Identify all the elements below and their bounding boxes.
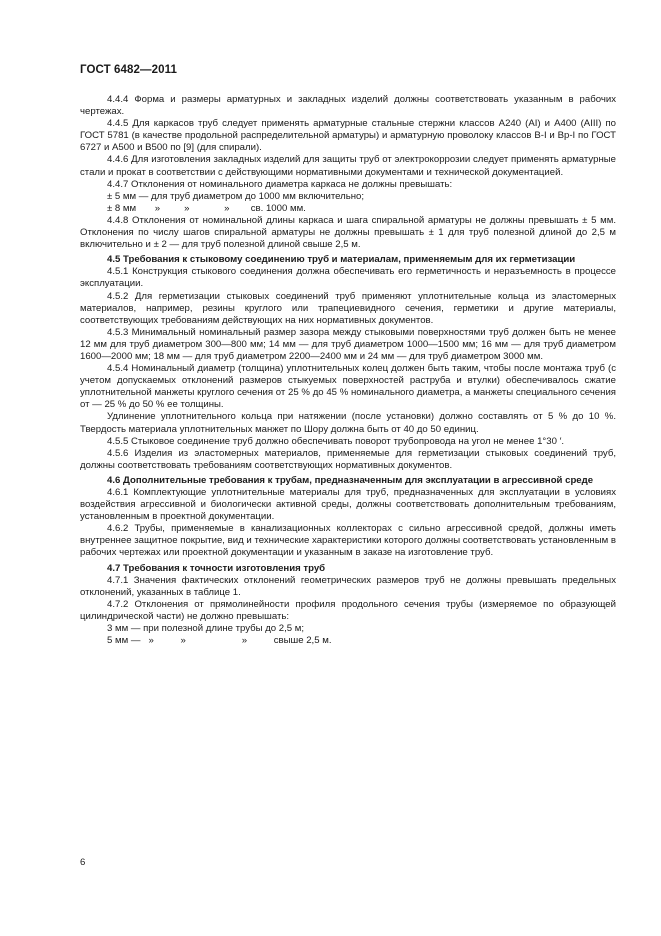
- clause-4-4-7: 4.4.7 Отклонения от номинального диаметра каркаса не должны превышать:: [107, 178, 453, 190]
- clause-4-5-5: 4.5.5 Стыковое соединение труб должно обеспечивать поворот трубопровода на угол не менее 1°30 ′.: [107, 435, 565, 447]
- page-header: ГОСТ 6482—2011: [80, 64, 177, 76]
- tolerance-line-1: ± 5 мм — для труб диаметром до 1000 мм включительно;: [107, 190, 365, 202]
- straightness-line-2: 5 мм — » » » свыше 2,5 м.: [107, 635, 332, 647]
- tolerance-line-2: ± 8 мм » » » св. 1000 мм.: [107, 202, 306, 214]
- section-heading-4-6: 4.6 Дополнительные требования к трубам, предназначенным для эксплуатации в агрессивной среде: [107, 474, 594, 486]
- clause-4-7-1: 4.7.1 Значения фактических отклонений геометрических размеров труб не должны превышать предельных отклонений, указанных в таблице 1.: [80, 574, 616, 598]
- clause-4-5-4-cont: Удлинение уплотнительного кольца при натяжении (после установки) должно составлять от 5 % до 10 %. Твердость материала уплотнительных манжет по Шору должна быть от 40 до 50 единиц.: [80, 411, 616, 435]
- section-heading-4-7: 4.7 Требования к точности изготовления труб: [107, 562, 326, 574]
- clause-4-5-6: 4.5.6 Изделия из эластомерных материалов, применяемые для герметизации стыковых соединений труб, должны соответствовать требованиям соответствующих нормативных документов.: [80, 447, 616, 471]
- clause-4-4-5: 4.4.5 Для каркасов труб следует применять арматурные стальные стержни классов А240 (AI) и А400 (AIII) по ГОСТ 5781 (в качестве продольной распределительной арматуры) и арматурную проволоку классов В-I и Вр-I по ГОСТ 6727 и А500 и В500 по [9] (для спирали).: [80, 118, 616, 154]
- page-number: 6: [80, 857, 86, 868]
- clause-4-6-2: 4.6.2 Трубы, применяемые в канализационных коллекторах с сильно агрессивной средой, должны иметь внутреннее защитное покрытие, вид и технические характеристики которого должны соответствовать установленным в рабочих чертежах или проектной документации и указанным в заказе на изготовление труб.: [80, 523, 616, 559]
- clause-4-4-4: 4.4.4 Форма и размеры арматурных и закладных изделий должны соответствовать указанным в рабочих чертежах.: [80, 94, 616, 118]
- clause-4-4-6: 4.4.6 Для изготовления закладных изделий для защиты труб от электрокоррозии следует применять арматурные стали и прокат в соответствии с действующими нормативными документами и технической документацией.: [80, 154, 616, 178]
- clause-4-6-1: 4.6.1 Комплектующие уплотнительные материалы для труб, предназначенных для эксплуатации в условиях воздействия агрессивной и биологически активной среды, должны соответствовать дополнительным требованиям, установленным в проектной документации.: [80, 487, 616, 523]
- straightness-line-1: 3 мм — при полезной длине трубы до 2,5 м;: [107, 623, 305, 635]
- clause-4-5-3: 4.5.3 Минимальный номинальный размер зазора между стыковыми поверхностями труб должен быть не менее 12 мм для труб диаметром 300—800 мм; 14 мм — для труб диаметром 1000—1500 мм; 16 мм — для труб диаметром 1600—2000 мм; 18 мм — для труб диаметром 2200—2400 мм и 24 мм — для труб диаметром 3000 мм.: [80, 326, 616, 362]
- clause-4-4-8: 4.4.8 Отклонения от номинальной длины каркаса и шага спиральной арматуры не должны превышать ± 5 мм. Отклонения по числу шагов спиральной арматуры не должны превышать ± 1 для труб полезной длиной до 2,5 м включительно и ± 2 — для труб полезной длиной свыше 2,5 м.: [80, 214, 616, 251]
- clause-4-5-2: 4.5.2 Для герметизации стыковых соединений труб применяют уплотнительные кольца из эластомерных материалов, например, резины круглого или трапециевидного сечения, герметики и другие материалы, соответствующих требованиям действующих на них нормативных документов.: [80, 290, 616, 326]
- document-body: [80, 94, 616, 647]
- clause-4-5-1: 4.5.1 Конструкция стыкового соединения должна обеспечивать его герметичность и неразъемность в процессе эксплуатации.: [80, 266, 616, 290]
- clause-4-7-2: 4.7.2 Отклонения от прямолинейности профиля продольного сечения трубы (измеряемое по образующей цилиндрической части) не должно превышать:: [80, 598, 616, 622]
- section-heading-4-5: 4.5 Требования к стыковому соединению труб и материалам, применяемым для их герметизации: [107, 254, 576, 266]
- clause-4-5-4: 4.5.4 Номинальный диаметр (толщина) уплотнительных колец должен быть таким, чтобы после монтажа труб (с учетом допускаемых отклонений размеров стыкуемых поверхностей раструба и втулки) обеспечивалось сжатие уплотнительной манжеты круглого сечения от 25 % до 45 % номинального диаметра, а манжеты специального сечения от — 25 % до 50 % ее толщины.: [80, 363, 616, 411]
